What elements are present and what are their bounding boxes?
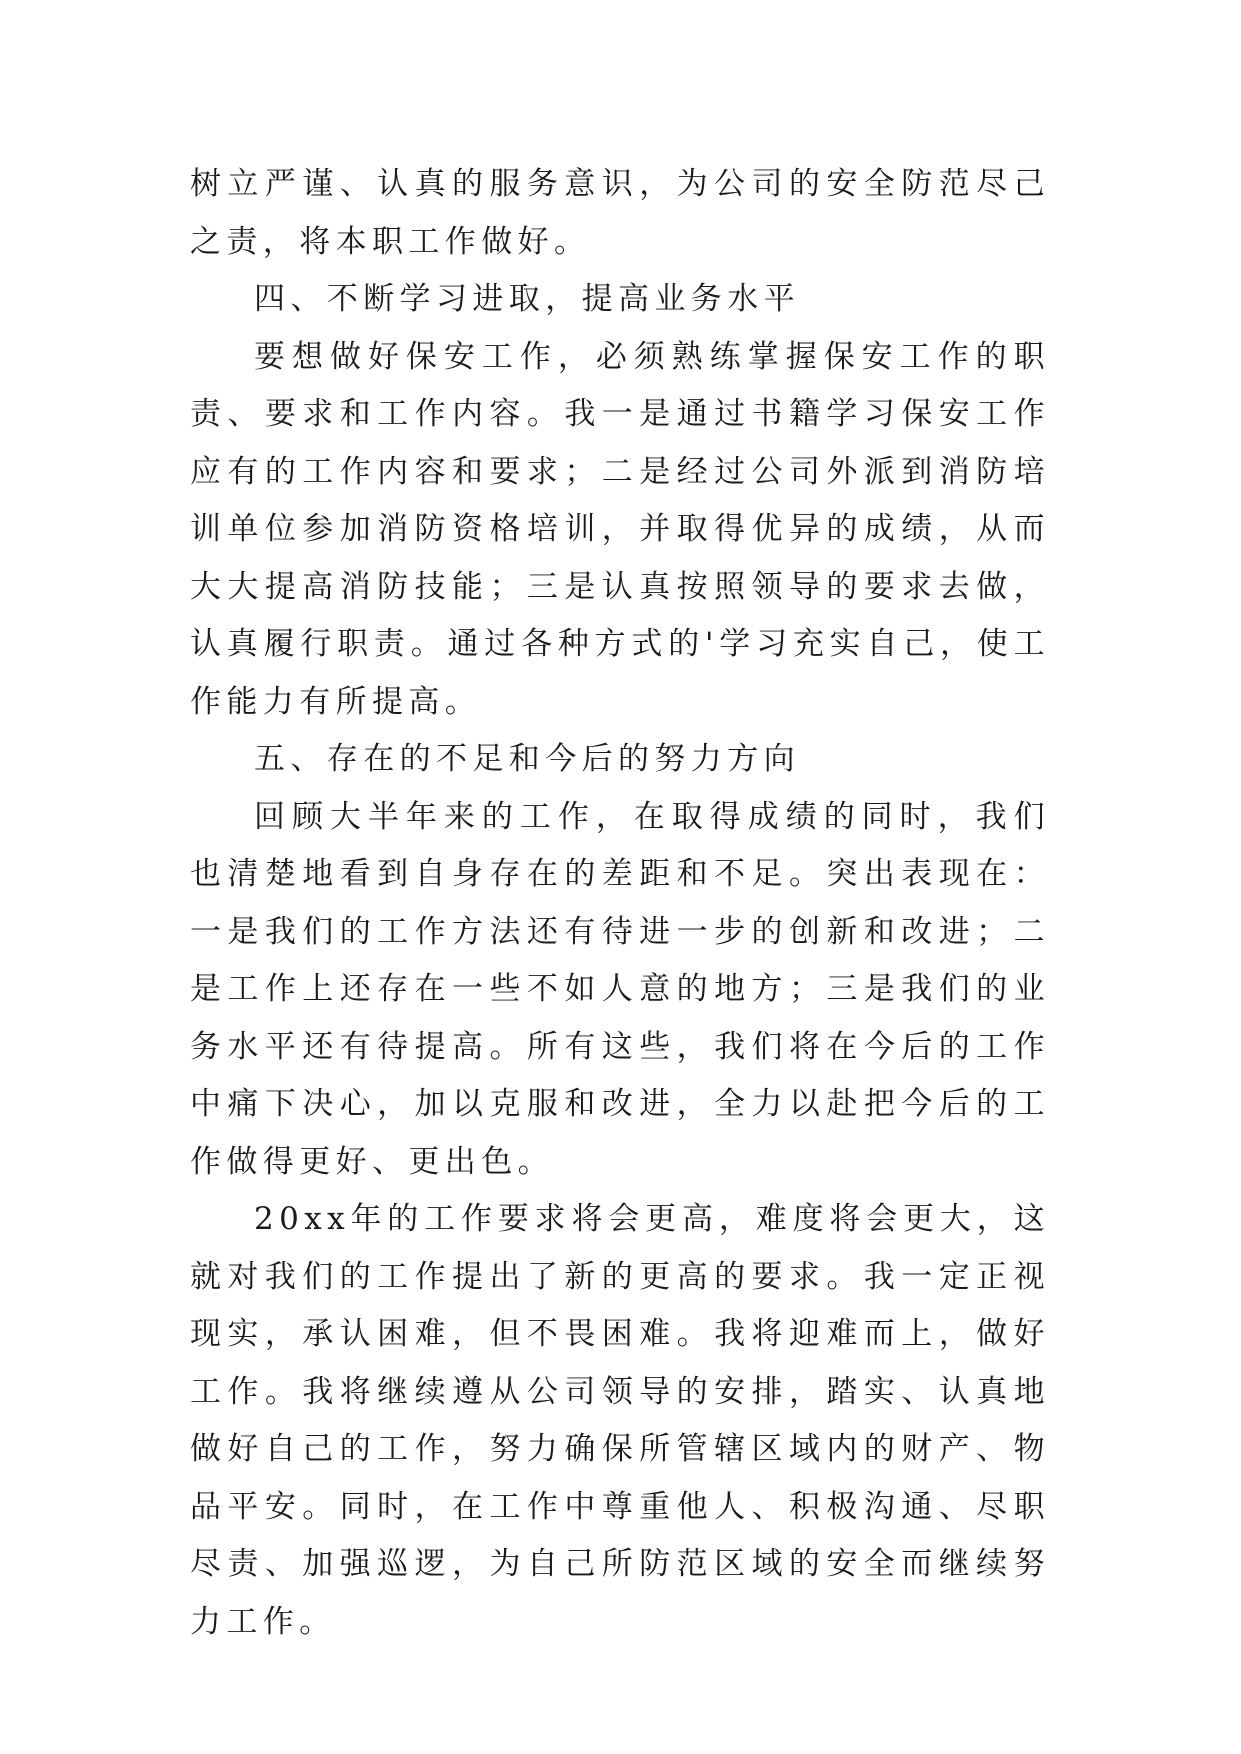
document-page [190,156,1050,1651]
paragraph-study: 要想做好保安工作，必须熟练掌握保安工作的职责、要求和工作内容。我一是通过书籍学习保安工作应有的工作内容和要求；二是经过公司外派到消防培训单位参加消防资格培训，并取得优异的成绩，从而大大提高消防技能；三是认真按照领导的要求去做，认真履行职责。通过各种方式的'学习充实自己，使工作能力有所提高。 [190,338,1050,720]
paragraph-review: 回顾大半年来的工作，在取得成绩的同时，我们也清楚地看到自身存在的差距和不足。突出表现在：一是我们的工作方法还有待进一步的创新和改进；二是工作上还存在一些不如人意的地方；三是我们的业务水平还有待提高。所有这些，我们将在今后的工作中痛下决心，加以克服和改进，全力以赴把今后的工作做得更好、更出色。 [190,798,1050,1180]
paragraph-continuation: 树立严谨、认真的服务意识，为公司的安全防范尽己之责，将本职工作做好。 [190,166,1050,260]
section-heading-5: 五、存在的不足和今后的努力方向 [254,741,800,777]
section-heading-4: 四、不断学习进取，提高业务水平 [254,281,800,317]
paragraph-outlook: 20xx年的工作要求将会更高，难度将会更大，这就对我们的工作提出了新的更高的要求。我一定正视现实，承认困难，但不畏困难。我将迎难而上，做好工作。我将继续遵从公司领导的安排，踏实、认真地做好自己的工作，努力确保所管辖区域内的财产、物品平安。同时，在工作中尊重他人、积极沟通、尽职尽责、加强巡逻，为自己所防范区域的安全而继续努力工作。 [190,1201,1050,1640]
